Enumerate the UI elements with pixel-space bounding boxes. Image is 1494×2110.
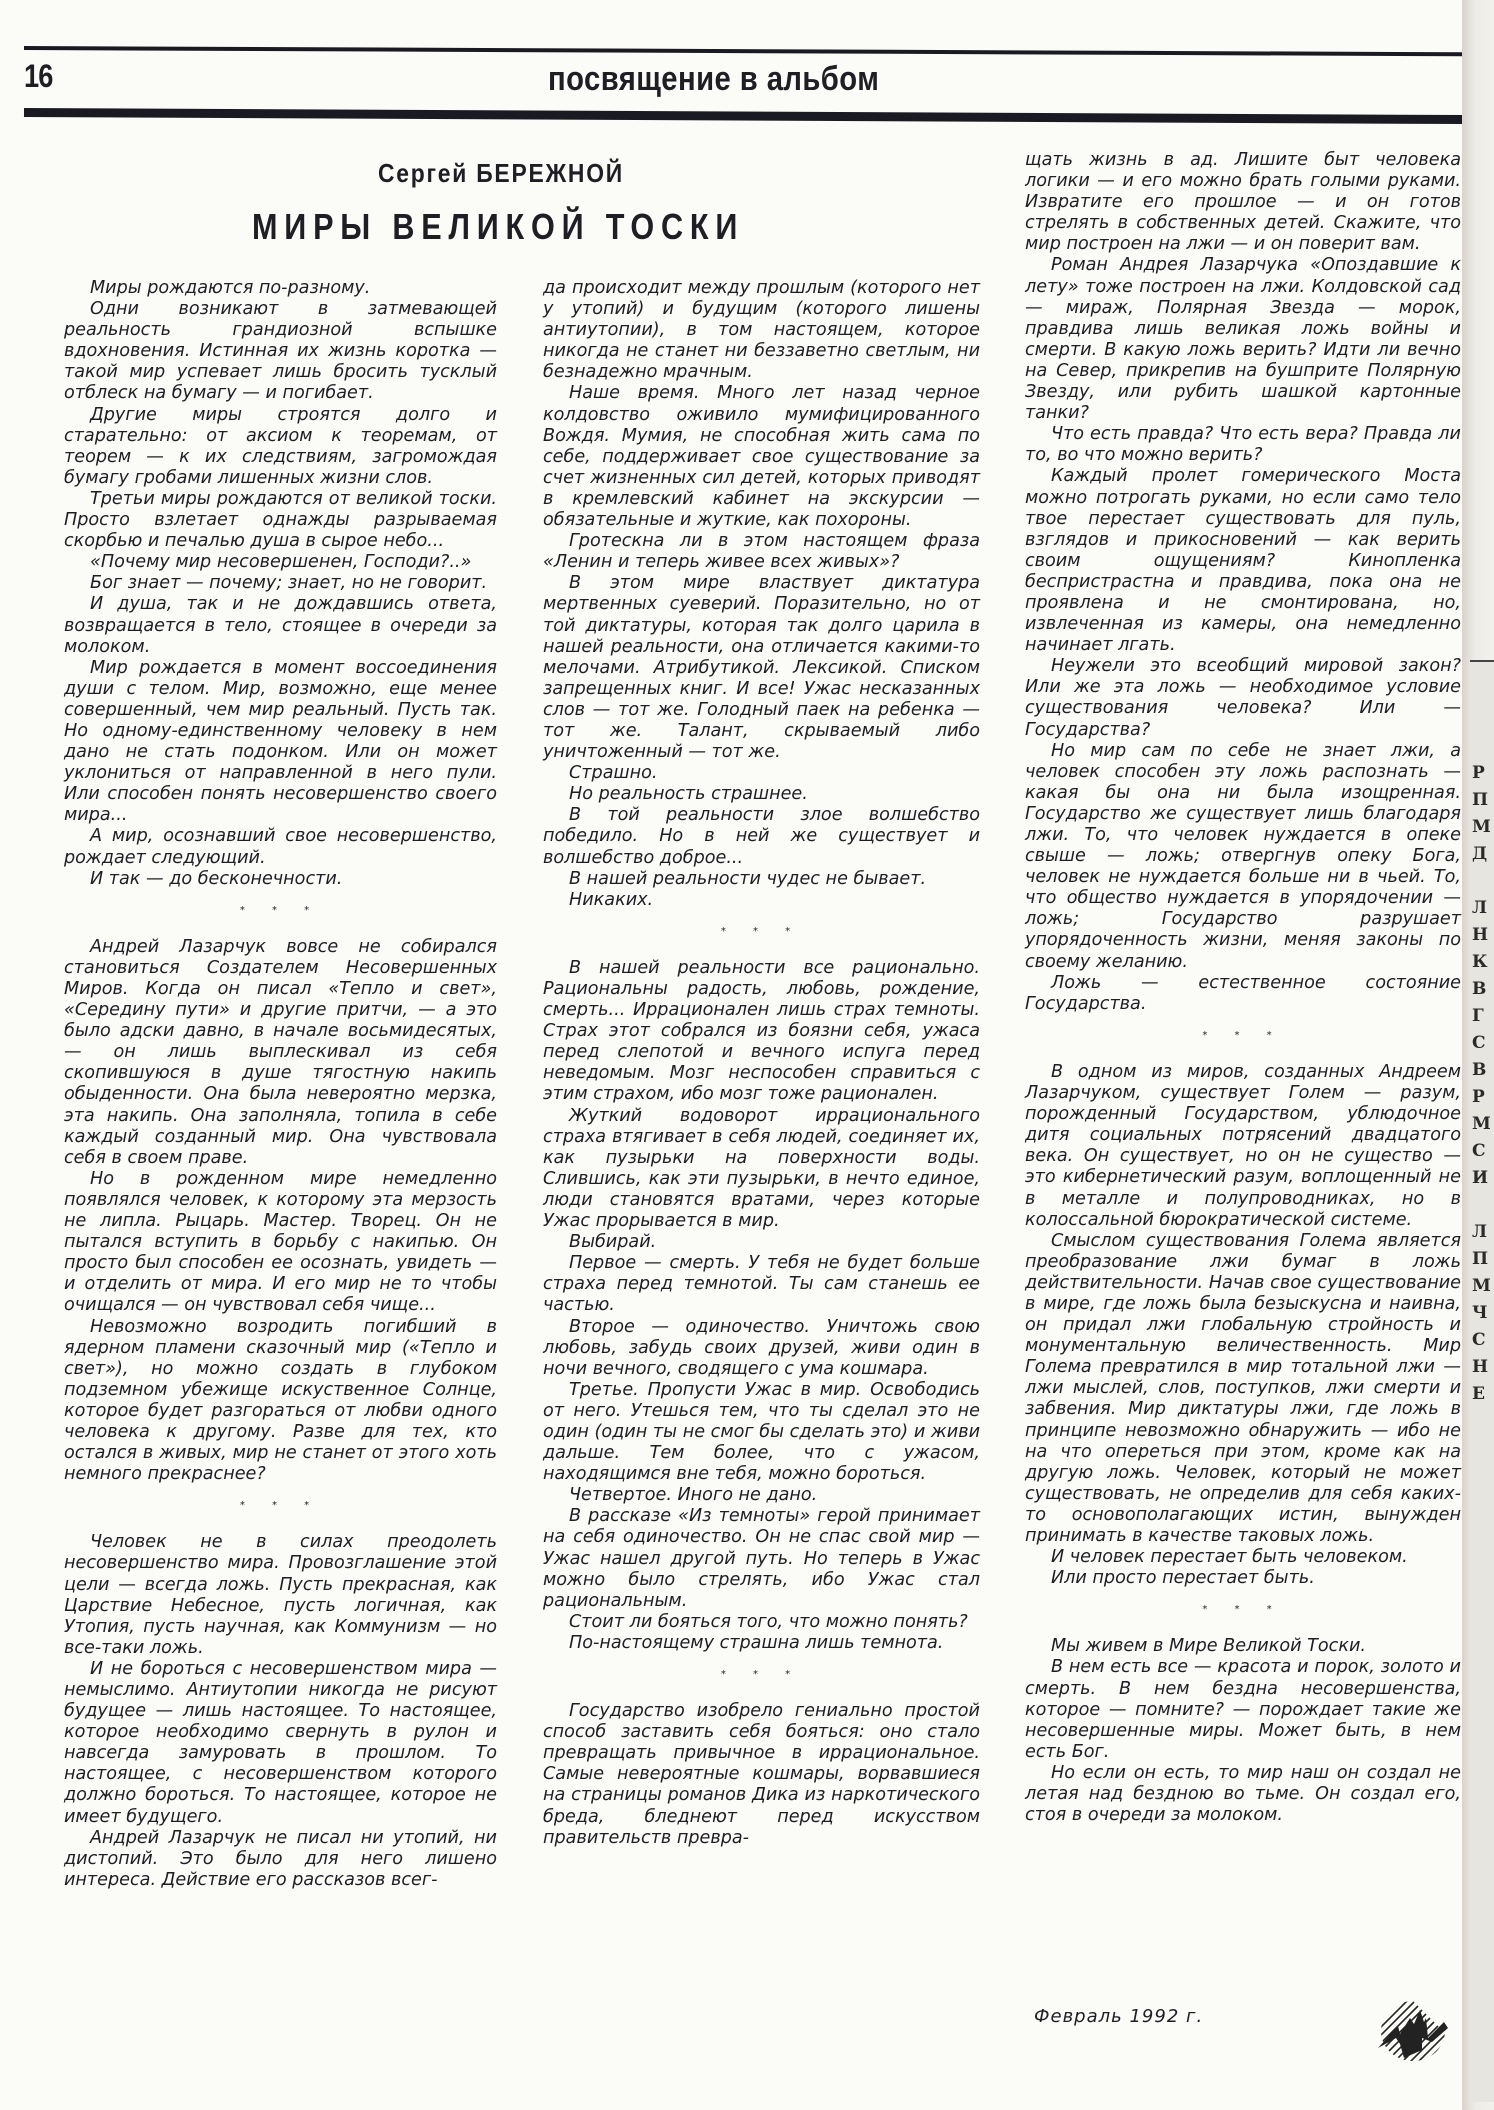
paragraph: Миры рождаются по-разному. [90, 278, 371, 298]
paragraph: Страшно. [569, 763, 658, 784]
paragraph: Четвертое. Иного не дано. [569, 1485, 818, 1506]
paragraph: Каждый пролет гомерического Моста можно потрогать руками, но если само тело твое перестает существовать для пуль, взглядов и прикосновений — как верить своим ощущениям? Кинопленка беспристрастна и правдива, пока она не проявлена и не смонтирована, но, извлеченная из камеры, она немедленно начинает лгать. [1025, 466, 1461, 656]
paragraph: щать жизнь в ад. Лишите быт человека логики — и его можно брать голыми руками. Извратите его прошлое — и он готов стрелять в собственных детей. Скажите, что мир построен на лжи — и он поверит вам. [1025, 150, 1461, 255]
adjacent-page-letter: К [1472, 952, 1488, 972]
paragraph: И душа, так и не дождавшись ответа, возвращается в тело, стоящее в очереди за молоком. [64, 594, 497, 657]
adjacent-page-letter: В [1472, 1060, 1487, 1080]
paragraph: В той реальности злое волшебство победило. Но в ней же существует и волшебство доброе... [543, 805, 980, 868]
paragraph: да происходит между прошлым (которого нет у утопий) и будущим (которого лишены антиутопии), в том настоящем, которое никогда не станет ни беззаветно светлым, ни безнадежно мрачным. [543, 278, 980, 383]
paragraph: В рассказе «Из темноты» герой принимает на себя одиночество. Он не спас свой мир — Ужас нашел другой путь. Но теперь в Ужас можно было стрелять, ибо Ужас стал рациональным. [543, 1506, 980, 1611]
paragraph: В этом мире властвует диктатура мертвенных суеверий. Поразительно, но от той диктатуры, которая так долго царила в нашей реальности, она отличается какими-то мелочами. Атрибутикой. Лексикой. Списком запрещенных книг. И все! Ужас несказанных слов — тот же. Голодный паек на ребенка — тот же. Талант, скрываемый либо уничтоженный — тот же. [543, 573, 980, 763]
paragraph: Но в рожденном мире немедленно появлялся человек, к которому эта мерзость не липла. Рыцарь. Мастер. Творец. Он не пытался вступить в борьбу с накипью. Он просто был способен ее осознать, увидеть — и отделить от мира. И его мир не то чтобы очищался — он чувствовал себя чище... [64, 1168, 497, 1316]
adjacent-page-letters [1472, 760, 1494, 1408]
paragraph: По-настоящему страшна лишь темнота. [569, 1632, 944, 1653]
paragraph: Государство изобрело гениально простой способ заставить себя бояться: оно стало превращать привычное в иррациональное. Самые невероятные кошмары, ворвавшиеся на страницы романов Дика из наркотического бреда, бледнеют перед искусством правительств превра- [543, 1701, 980, 1848]
section-separator: * * * [1202, 1604, 1284, 1616]
paragraph: Жуткий водоворот иррационального страха втягивает в себя людей, соединяет их, как пузырьки на поверхности воды. Слившись, как эти пузырьки, в нечто единое, люди становятся вратами, через которые Ужас прорывается в мир. [543, 1105, 980, 1232]
adjacent-page-letter: М [1472, 1276, 1491, 1296]
paragraph: Но реальность страшнее. [569, 784, 808, 805]
adjacent-page-letter: И [1472, 1168, 1489, 1188]
paragraph: В одном из миров, созданных Андреем Лазарчуком, существует Голем — разум, порожденный Государством, ублюдочное дитя социальных потрясений двадцатого века. Он существует, но он не существо — это кибернетический разум, воплощенный не в металле и полупроводниках, но в колоссальной бюрократической системе. [1025, 1061, 1461, 1230]
paragraph: Наше время. Много лет назад черное колдовство оживило мумифицированного Вождя. Мумия, не способная жить сама по себе, поддерживает свое существование за счет жизненных сил детей, которых приводят в кремлевский кабинет на экскурсии — обязательные и жуткие, как похороны. [543, 383, 980, 531]
paragraph: Или просто перестает быть. [1051, 1568, 1315, 1589]
paragraph: Стоит ли бояться того, что можно понять? [569, 1611, 968, 1632]
paragraph: Никаких. [569, 889, 654, 910]
section-separator: * * * [239, 1500, 322, 1512]
paragraph: Смыслом существования Голема является преобразование лжи бумаг в ложь действительности. Начав свое существование в мире, где ложь была безыскусна и наивна, он придал лжи глобальную стройность и монументальную величественность. Мир Голема превратился в мир тотальной лжи — лжи мыслей, слов, поступков, лжи смерти и забвения. Мир диктатуры лжи, где ложь в принципе невозможно обнаружить — ибо не на что опереться при этом, кроме как на другую ложь. Человек, который не может существовать, не определив для себя каких-то основополагающих истин, вынужден принимать в качестве таковых ложь. [1025, 1230, 1461, 1546]
paragraph: Первое — смерть. У тебя не будет больше страха перед темнотой. Ты сам станешь ее частью. [543, 1253, 980, 1316]
paragraph: Одни возникают в затмевающей реальность грандиозной вспышке вдохновения. Истинная их жизнь коротка — такой мир успевает лишь бросить тусклый отблеск на бумагу — и погибает. [64, 299, 497, 404]
paragraph: Мы живем в Мире Великой Тоски. [1051, 1636, 1366, 1657]
paragraph: Неужели это всеобщий мировой закон? Или же эта ложь — необходимое условие существования человека? Или — Государства? [1025, 656, 1461, 740]
paragraph: Мир рождается в момент воссоединения души с телом. Мир, возможно, еще менее совершенный, чем мир реальный. Пусть так. Но одному-единственному человеку в нем дано не стать подонком. Или он может уклониться от направленной в него пули. Или способен понять несовершенство своего мира... [64, 657, 497, 826]
adjacent-page-letter: Е [1472, 1384, 1485, 1404]
adjacent-page-letter: В [1472, 979, 1487, 999]
paragraph: И так — до бесконечности. [90, 868, 343, 889]
article-author: Сергей БЕРЕЖНОЙ [378, 158, 624, 188]
paragraph: Другие миры строятся долго и старательно: от аксиом к теоремам, от теорем — к их следствиям, загромождая бумагу гробами лишенных жизни слов. [64, 404, 497, 488]
paragraph: Андрей Лазарчук вовсе не собирался становиться Создателем Несовершенных Миров. Когда он писал «Тепло и свет», «Середину пути» и другие притчи, — а это было адски давно, в начале восьмидесятых, — он лишь выплескивал из себя скопившуюся в душе тягостную накипь обыденности. Она была невероятно мерзка, эта накипь. Она заполняла, топила в себе каждый созданный мир. Она чувствовала себя в своем праве. [64, 936, 497, 1168]
page-number: 16 [24, 58, 53, 94]
adjacent-page-letter: П [1472, 1249, 1489, 1269]
paragraph: В нем есть все — красота и порок, золото и смерть. В нем бездна несовершенства, которое — помните? — порождает такие же несовершенные миры. Может быть, в нем есть Бог. [1025, 1657, 1461, 1762]
header-rule-top [24, 46, 1464, 56]
paragraph: Бог знает — почему; знает, но не говорит. [90, 573, 488, 594]
adjacent-page-letter: С [1472, 1033, 1486, 1053]
paragraph: Выбирай. [569, 1232, 657, 1253]
paragraph: Гротескна ли в этом настоящем фраза «Ленин и теперь живее всех живых»? [543, 531, 980, 573]
adjacent-page-letter: М [1472, 1114, 1491, 1134]
adjacent-page-letter: Р [1472, 1087, 1485, 1107]
header-rule-bottom [24, 108, 1464, 124]
paragraph: И человек перестает быть человеком. [1051, 1547, 1408, 1568]
paragraph: Андрей Лазарчук не писал ни утопий, ни дистопий. Это было для него лишено интереса. Действие его рассказов всег- [64, 1827, 497, 1890]
paragraph: Третьи миры рождаются от великой тоски. Просто взлетает однажды разрываемая скорбью и печалью душа в сырое небо... [64, 488, 497, 552]
adjacent-page-letter: Н [1472, 1357, 1489, 1377]
paragraph: И не бороться с несовершенством мира — немыслимо. Антиутопии никогда не рисуют будущее — лишь настоящее. То настоящее, которое необходимо свернуть в рулон и навсегда замуровать в прошлом. То настоящее, с несовершенством которого должно бороться. То настоящее, которое не имеет будущего. [64, 1658, 497, 1827]
paragraph: Роман Андрея Лазарчука «Опоздавшие к лету» тоже построен на лжи. Колдовской сад — мираж, Полярная Звезда — морок, правдива лишь великая ложь войны и смерти. В какую ложь верить? Идти ли вечно на Север, прикрепив на бушприте Полярную Звезду, или рубить шашкой картонные танки? [1025, 255, 1461, 424]
adjacent-page-letter: М [1472, 817, 1491, 837]
paragraph: Что есть правда? Что есть вера? Правда ли то, во что можно верить? [1025, 424, 1461, 466]
adjacent-page-letter: Л [1472, 898, 1488, 918]
paragraph: Человек не в силах преодолеть несовершенство мира. Провозглашение этой цели — всегда ложь. Пусть прекрасная, как Царствие Небесное, пусть логичная, как Утопия, пусть научная, как Коммунизм — но все-таки ложь. [64, 1532, 497, 1658]
paragraph: Но если он есть, то мир наш он создал не летая над бездною во тьме. Он создал его, стоя в очереди за молоком. [1025, 1762, 1461, 1826]
paragraph: А мир, осознавший свое несовершенство, рождает следующий. [64, 826, 497, 868]
paragraph: «Почему мир несовершенен, Господи?..» [90, 552, 472, 573]
text-column-1 [64, 278, 497, 1891]
adjacent-page-letter: Ч [1472, 1303, 1488, 1323]
paragraph: Второе — одиночество. Уничтожь свою любовь, забудь своих друзей, живи один в ночи вечного, сводящего с ума кошмара. [543, 1316, 980, 1379]
adjacent-page-letter: Н [1472, 925, 1489, 945]
publisher-logo-icon [1370, 1998, 1452, 2064]
section-separator: * * * [720, 1669, 803, 1680]
adjacent-page-letter: Р [1472, 763, 1485, 783]
paragraph: В нашей реальности все рационально. Рациональны радость, любовь, рождение, смерть... Иррационален лишь страх темноты. Страх этот собрался из боязни себя, ужаса перед слепотой и вечного испуга перед неведомым. Мозг неспособен справиться с этим страхом, ибо мозг тоже рационален. [543, 957, 980, 1105]
adjacent-page-letter: Л [1472, 1222, 1488, 1242]
paragraph: Ложь — естественное состояние Государства. [1025, 972, 1461, 1014]
section-title: посвящение в альбом [548, 60, 880, 98]
adjacent-page-letter [1472, 868, 1494, 895]
section-separator: * * * [239, 904, 322, 916]
section-separator: * * * [720, 925, 803, 937]
paragraph: Невозможно возродить погибший в ядерном пламени сказочный мир («Тепло и свет»), но можно создать в глубоком подземном убежище искуственное Солнце, которое будет разгораться от любви одного человека к другому. Разве для тех, кто остался в живых, мир не станет от этого хоть немного прекраснее? [64, 1316, 497, 1485]
paragraph: Но мир сам по себе не знает лжи, а человек способен эту ложь распознать — какая бы она ни была изощренная. Государство же существует лишь благодаря лжи. То, что человек нуждается в опеке свыше — ложь; отвергнув опеку Бога, человек не нуждается больше ни в чьей. То, что общество нуждается в упорядочении — ложь; Государство разрушает упорядоченность жизни, меняя законы по своему желанию. [1025, 740, 1461, 972]
article-title: МИРЫ ВЕЛИКОЙ ТОСКИ [252, 206, 745, 247]
adjacent-page-letter: П [1472, 790, 1489, 810]
paragraph: Третье. Пропусти Ужас в мир. Освободись от него. Утешься тем, что ты сделал это не один (один ты не смог бы сделать это) и живи дальше. Тем более, что с ужасом, находящимся вне тебя, можно бороться. [543, 1379, 980, 1485]
adjacent-page-letter: Д [1472, 844, 1488, 864]
section-separator: * * * [1202, 1029, 1284, 1041]
adjacent-page-letter: С [1472, 1141, 1486, 1161]
date-signature: Февраль 1992 г. [1034, 2006, 1204, 2027]
adjacent-page-letter [1472, 1192, 1494, 1219]
adjacent-page-letter: С [1472, 1330, 1486, 1350]
text-column-3 [1025, 150, 1461, 1826]
paragraph: В нашей реальности чудес не бывает. [569, 868, 927, 889]
text-column-2 [543, 278, 980, 1849]
adjacent-page-letter: Г [1472, 1006, 1484, 1026]
